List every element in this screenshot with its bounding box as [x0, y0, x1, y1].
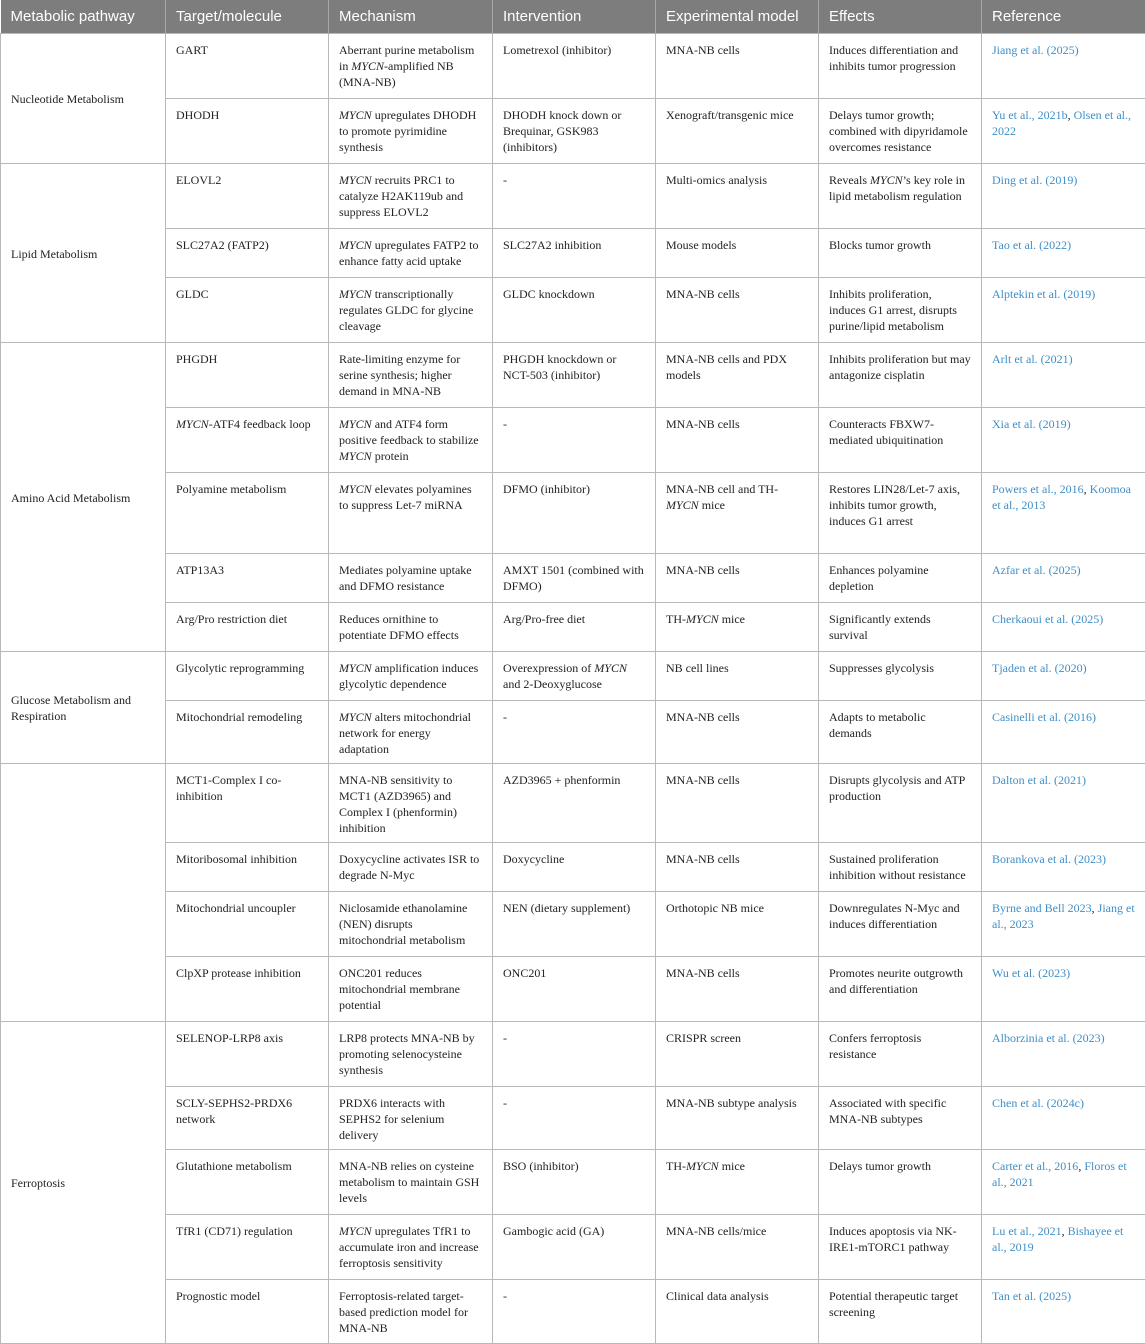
header-intervention: Intervention [493, 0, 656, 33]
model-cell: MNA-NB cells [656, 842, 819, 891]
model-cell: MNA-NB cells [656, 956, 819, 1021]
reference-link[interactable]: Lu et al., 2021 [992, 1224, 1062, 1238]
table-row [1, 1021, 1145, 1086]
intervention-cell: NEN (dietary supplement) [493, 891, 656, 956]
mechanism-cell: MYCN amplification induces glycolytic dependence [329, 651, 493, 700]
reference-cell [982, 700, 1145, 763]
reference-cell: Carter et al., 2016, Floros et al., 2021 [982, 1149, 1145, 1214]
reference-link[interactable]: Arlt et al. (2021) [992, 352, 1073, 366]
pathway-cell [1, 763, 166, 1021]
reference-link[interactable]: Xia et al. (2019) [992, 417, 1071, 431]
model-cell: MNA-NB cells [656, 33, 819, 98]
model-cell: MNA-NB subtype analysis [656, 1086, 819, 1149]
reference-link[interactable]: Azfar et al. (2025) [992, 563, 1081, 577]
intervention-cell: - [493, 1279, 656, 1343]
target-cell: Glycolytic reprogramming [166, 651, 329, 700]
model-cell: MNA-NB cells and PDX models [656, 342, 819, 407]
reference-link[interactable]: Tao et al. (2022) [992, 238, 1071, 252]
mechanism-cell: MYCN elevates polyamines to suppress Let-7 miRNA [329, 472, 493, 553]
mechanism-cell: MNA-NB relies on cysteine metabolism to maintain GSH levels [329, 1149, 493, 1214]
table-row [1, 98, 1145, 163]
reference-link[interactable]: Chen et al. (2024c) [992, 1096, 1084, 1110]
effects-cell: Reveals MYCN’s key role in lipid metabolism regulation [819, 163, 982, 228]
intervention-cell: ONC201 [493, 956, 656, 1021]
model-cell: MNA-NB cells/mice [656, 1214, 819, 1279]
pathway-cell: Lipid Metabolism [1, 163, 166, 342]
reference-link[interactable]: Jiang et al., 2023 [992, 901, 1135, 931]
reference-cell [982, 228, 1145, 277]
pathway-cell: Nucleotide Metabolism [1, 33, 166, 163]
model-cell: TH-MYCN mice [656, 602, 819, 651]
model-cell: NB cell lines [656, 651, 819, 700]
reference-cell [982, 956, 1145, 1021]
reference-link[interactable]: Jiang et al. (2025) [992, 43, 1079, 57]
reference-cell: Powers et al., 2016, Koomoa et al., 2013 [982, 472, 1145, 553]
target-cell: DHODH [166, 98, 329, 163]
intervention-cell: AZD3965 + phenformin [493, 763, 656, 842]
table-row [1, 1214, 1145, 1279]
effects-cell: Delays tumor growth [819, 1149, 982, 1214]
mechanism-cell: Reduces ornithine to potentiate DFMO effects [329, 602, 493, 651]
target-cell: Polyamine metabolism [166, 472, 329, 553]
mechanism-cell: Ferroptosis-related target-based prediction model for MNA-NB [329, 1279, 493, 1343]
intervention-cell: BSO (inhibitor) [493, 1149, 656, 1214]
model-cell: MNA-NB cells [656, 553, 819, 602]
intervention-cell: - [493, 163, 656, 228]
reference-link[interactable]: Byrne and Bell 2023 [992, 901, 1092, 915]
reference-cell [982, 842, 1145, 891]
model-cell: MNA-NB cell and TH-MYCN mice [656, 472, 819, 553]
reference-link[interactable]: Dalton et al. (2021) [992, 773, 1086, 787]
reference-link[interactable]: Carter et al., 2016 [992, 1159, 1078, 1173]
effects-cell: Disrupts glycolysis and ATP production [819, 763, 982, 842]
effects-cell: Enhances polyamine depletion [819, 553, 982, 602]
pathway-cell: Glucose Metabolism and Respiration [1, 651, 166, 763]
header-target-molecule: Target/molecule [166, 0, 329, 33]
mechanism-cell: MYCN recruits PRC1 to catalyze H2AK119ub and suppress ELOVL2 [329, 163, 493, 228]
intervention-cell: Doxycycline [493, 842, 656, 891]
reference-cell [982, 277, 1145, 342]
reference-link[interactable]: Wu et al. (2023) [992, 966, 1070, 980]
target-cell: ClpXP protease inhibition [166, 956, 329, 1021]
pathway-cell: Ferroptosis [1, 1021, 166, 1343]
effects-cell: Downregulates N-Myc and induces differentiation [819, 891, 982, 956]
table-row [1, 33, 1145, 98]
mechanism-cell: MYCN upregulates TfR1 to accumulate iron and increase ferroptosis sensitivity [329, 1214, 493, 1279]
table-row [1, 602, 1145, 651]
target-cell: Glutathione metabolism [166, 1149, 329, 1214]
target-cell: PHGDH [166, 342, 329, 407]
effects-cell: Inhibits proliferation, induces G1 arrest, disrupts purine/lipid metabolism [819, 277, 982, 342]
target-cell: ATP13A3 [166, 553, 329, 602]
target-cell: ELOVL2 [166, 163, 329, 228]
reference-link[interactable]: Alptekin et al. (2019) [992, 287, 1095, 301]
reference-cell [982, 407, 1145, 472]
effects-cell: Confers ferroptosis resistance [819, 1021, 982, 1086]
target-cell: MCT1-Complex I co-inhibition [166, 763, 329, 842]
intervention-cell: - [493, 1021, 656, 1086]
intervention-cell: Gambogic acid (GA) [493, 1214, 656, 1279]
reference-link[interactable]: Floros et al., 2021 [992, 1159, 1127, 1189]
table-body [1, 33, 1145, 1343]
mechanism-cell: Rate-limiting enzyme for serine synthesis; higher demand in MNA-NB [329, 342, 493, 407]
reference-link[interactable]: Tan et al. (2025) [992, 1289, 1071, 1303]
reference-link[interactable]: Koomoa et al., 2013 [992, 482, 1131, 512]
intervention-cell: AMXT 1501 (combined with DFMO) [493, 553, 656, 602]
intervention-cell: PHGDH knockdown or NCT-503 (inhibitor) [493, 342, 656, 407]
mechanism-cell: MYCN alters mitochondrial network for energy adaptation [329, 700, 493, 763]
effects-cell: Associated with specific MNA-NB subtypes [819, 1086, 982, 1149]
mechanism-cell: MYCN transcriptionally regulates GLDC for glycine cleavage [329, 277, 493, 342]
header-mechanism: Mechanism [329, 0, 493, 33]
table-row [1, 228, 1145, 277]
reference-cell [982, 553, 1145, 602]
intervention-cell: Arg/Pro-free diet [493, 602, 656, 651]
target-cell: TfR1 (CD71) regulation [166, 1214, 329, 1279]
model-cell: Clinical data analysis [656, 1279, 819, 1343]
reference-cell [982, 163, 1145, 228]
reference-link[interactable]: Powers et al., 2016 [992, 482, 1084, 496]
header-experimental-model: Experimental model [656, 0, 819, 33]
reference-cell [982, 602, 1145, 651]
table-row [1, 1149, 1145, 1214]
table-row [1, 1279, 1145, 1343]
target-cell: GLDC [166, 277, 329, 342]
reference-link[interactable]: Olsen et al., 2022 [992, 108, 1131, 138]
intervention-cell: GLDC knockdown [493, 277, 656, 342]
reference-cell [982, 1086, 1145, 1149]
model-cell: MNA-NB cells [656, 700, 819, 763]
target-cell: MYCN-ATF4 feedback loop [166, 407, 329, 472]
mechanism-cell: Niclosamide ethanolamine (NEN) disrupts mitochondrial metabolism [329, 891, 493, 956]
reference-cell: Yu et al., 2021b, Olsen et al., 2022 [982, 98, 1145, 163]
reference-link[interactable]: Tjaden et al. (2020) [992, 661, 1087, 675]
intervention-cell: SLC27A2 inhibition [493, 228, 656, 277]
mechanism-cell: PRDX6 interacts with SEPHS2 for selenium delivery [329, 1086, 493, 1149]
reference-cell [982, 33, 1145, 98]
mechanism-cell: MYCN and ATF4 form positive feedback to stabilize MYCN protein [329, 407, 493, 472]
header-row [1, 0, 1145, 33]
pathway-cell: Amino Acid Metabolism [1, 342, 166, 651]
reference-cell: Lu et al., 2021, Bishayee et al., 2019 [982, 1214, 1145, 1279]
intervention-cell: DHODH knock down or Brequinar, GSK983 (inhibitors) [493, 98, 656, 163]
target-cell: Prognostic model [166, 1279, 329, 1343]
header-reference: Reference [982, 0, 1145, 33]
model-cell: Mouse models [656, 228, 819, 277]
header-effects: Effects [819, 0, 982, 33]
effects-cell: Promotes neurite outgrowth and differentiation [819, 956, 982, 1021]
reference-cell [982, 1279, 1145, 1343]
target-cell: SLC27A2 (FATP2) [166, 228, 329, 277]
model-cell: Xenograft/transgenic mice [656, 98, 819, 163]
mechanism-cell: MYCN upregulates DHODH to promote pyrimidine synthesis [329, 98, 493, 163]
intervention-cell: - [493, 407, 656, 472]
mechanism-cell: Doxycycline activates ISR to degrade N-Myc [329, 842, 493, 891]
reference-cell [982, 651, 1145, 700]
target-cell: Mitoribosomal inhibition [166, 842, 329, 891]
mechanism-cell: MNA-NB sensitivity to MCT1 (AZD3965) and Complex I (phenformin) inhibition [329, 763, 493, 842]
model-cell: TH-MYCN mice [656, 1149, 819, 1214]
header-metabolic-pathway: Metabolic pathway [1, 0, 166, 33]
table-row [1, 763, 1145, 842]
table-row [1, 163, 1145, 228]
table-row [1, 472, 1145, 553]
target-cell: SELENOP-LRP8 axis [166, 1021, 329, 1086]
table-row [1, 651, 1145, 700]
reference-cell [982, 1021, 1145, 1086]
target-cell: Arg/Pro restriction diet [166, 602, 329, 651]
effects-cell: Potential therapeutic target screening [819, 1279, 982, 1343]
effects-cell: Counteracts FBXW7-mediated ubiquitination [819, 407, 982, 472]
table-row [1, 700, 1145, 763]
target-cell: SCLY-SEPHS2-PRDX6 network [166, 1086, 329, 1149]
intervention-cell: - [493, 700, 656, 763]
effects-cell: Delays tumor growth; combined with dipyridamole overcomes resistance [819, 98, 982, 163]
effects-cell: Induces apoptosis via NK-IRE1-mTORC1 pathway [819, 1214, 982, 1279]
table-row [1, 342, 1145, 407]
reference-link[interactable]: Ding et al. (2019) [992, 173, 1077, 187]
reference-link[interactable]: Borankova et al. (2023) [992, 852, 1106, 866]
model-cell: Multi-omics analysis [656, 163, 819, 228]
model-cell: MNA-NB cells [656, 763, 819, 842]
reference-cell [982, 763, 1145, 842]
mechanism-cell: Mediates polyamine uptake and DFMO resistance [329, 553, 493, 602]
model-cell: MNA-NB cells [656, 277, 819, 342]
intervention-cell: Lometrexol (inhibitor) [493, 33, 656, 98]
reference-link[interactable]: Bishayee et al., 2019 [992, 1224, 1123, 1254]
target-cell: GART [166, 33, 329, 98]
intervention-cell: DFMO (inhibitor) [493, 472, 656, 553]
reference-link[interactable]: Yu et al., 2021b [992, 108, 1068, 122]
effects-cell: Blocks tumor growth [819, 228, 982, 277]
table-row [1, 407, 1145, 472]
target-cell: Mitochondrial remodeling [166, 700, 329, 763]
table-row [1, 553, 1145, 602]
table-row [1, 956, 1145, 1021]
mechanism-cell: MYCN upregulates FATP2 to enhance fatty acid uptake [329, 228, 493, 277]
mechanism-cell: Aberrant purine metabolism in MYCN-amplified NB (MNA-NB) [329, 33, 493, 98]
effects-cell: Suppresses glycolysis [819, 651, 982, 700]
mechanism-cell: LRP8 protects MNA-NB by promoting selenocysteine synthesis [329, 1021, 493, 1086]
intervention-cell: Overexpression of MYCN and 2-Deoxyglucose [493, 651, 656, 700]
effects-cell: Inhibits proliferation but may antagonize cisplatin [819, 342, 982, 407]
reference-cell: Byrne and Bell 2023, Jiang et al., 2023 [982, 891, 1145, 956]
model-cell: CRISPR screen [656, 1021, 819, 1086]
reference-link[interactable]: Casinelli et al. (2016) [992, 710, 1096, 724]
model-cell: Orthotopic NB mice [656, 891, 819, 956]
reference-link[interactable]: Cherkaoui et al. (2025) [992, 612, 1103, 626]
effects-cell: Significantly extends survival [819, 602, 982, 651]
table-row [1, 277, 1145, 342]
effects-cell: Sustained proliferation inhibition without resistance [819, 842, 982, 891]
table-row [1, 842, 1145, 891]
mechanism-cell: ONC201 reduces mitochondrial membrane potential [329, 956, 493, 1021]
table-row [1, 1086, 1145, 1149]
table-header [1, 0, 1145, 33]
reference-link[interactable]: Alborzinia et al. (2023) [992, 1031, 1105, 1045]
effects-cell: Induces differentiation and inhibits tumor progression [819, 33, 982, 98]
table-row [1, 891, 1145, 956]
target-cell: Mitochondrial uncoupler [166, 891, 329, 956]
effects-cell: Restores LIN28/Let-7 axis, inhibits tumor growth, induces G1 arrest [819, 472, 982, 553]
effects-cell: Adapts to metabolic demands [819, 700, 982, 763]
intervention-cell: - [493, 1086, 656, 1149]
model-cell: MNA-NB cells [656, 407, 819, 472]
reference-cell [982, 342, 1145, 407]
